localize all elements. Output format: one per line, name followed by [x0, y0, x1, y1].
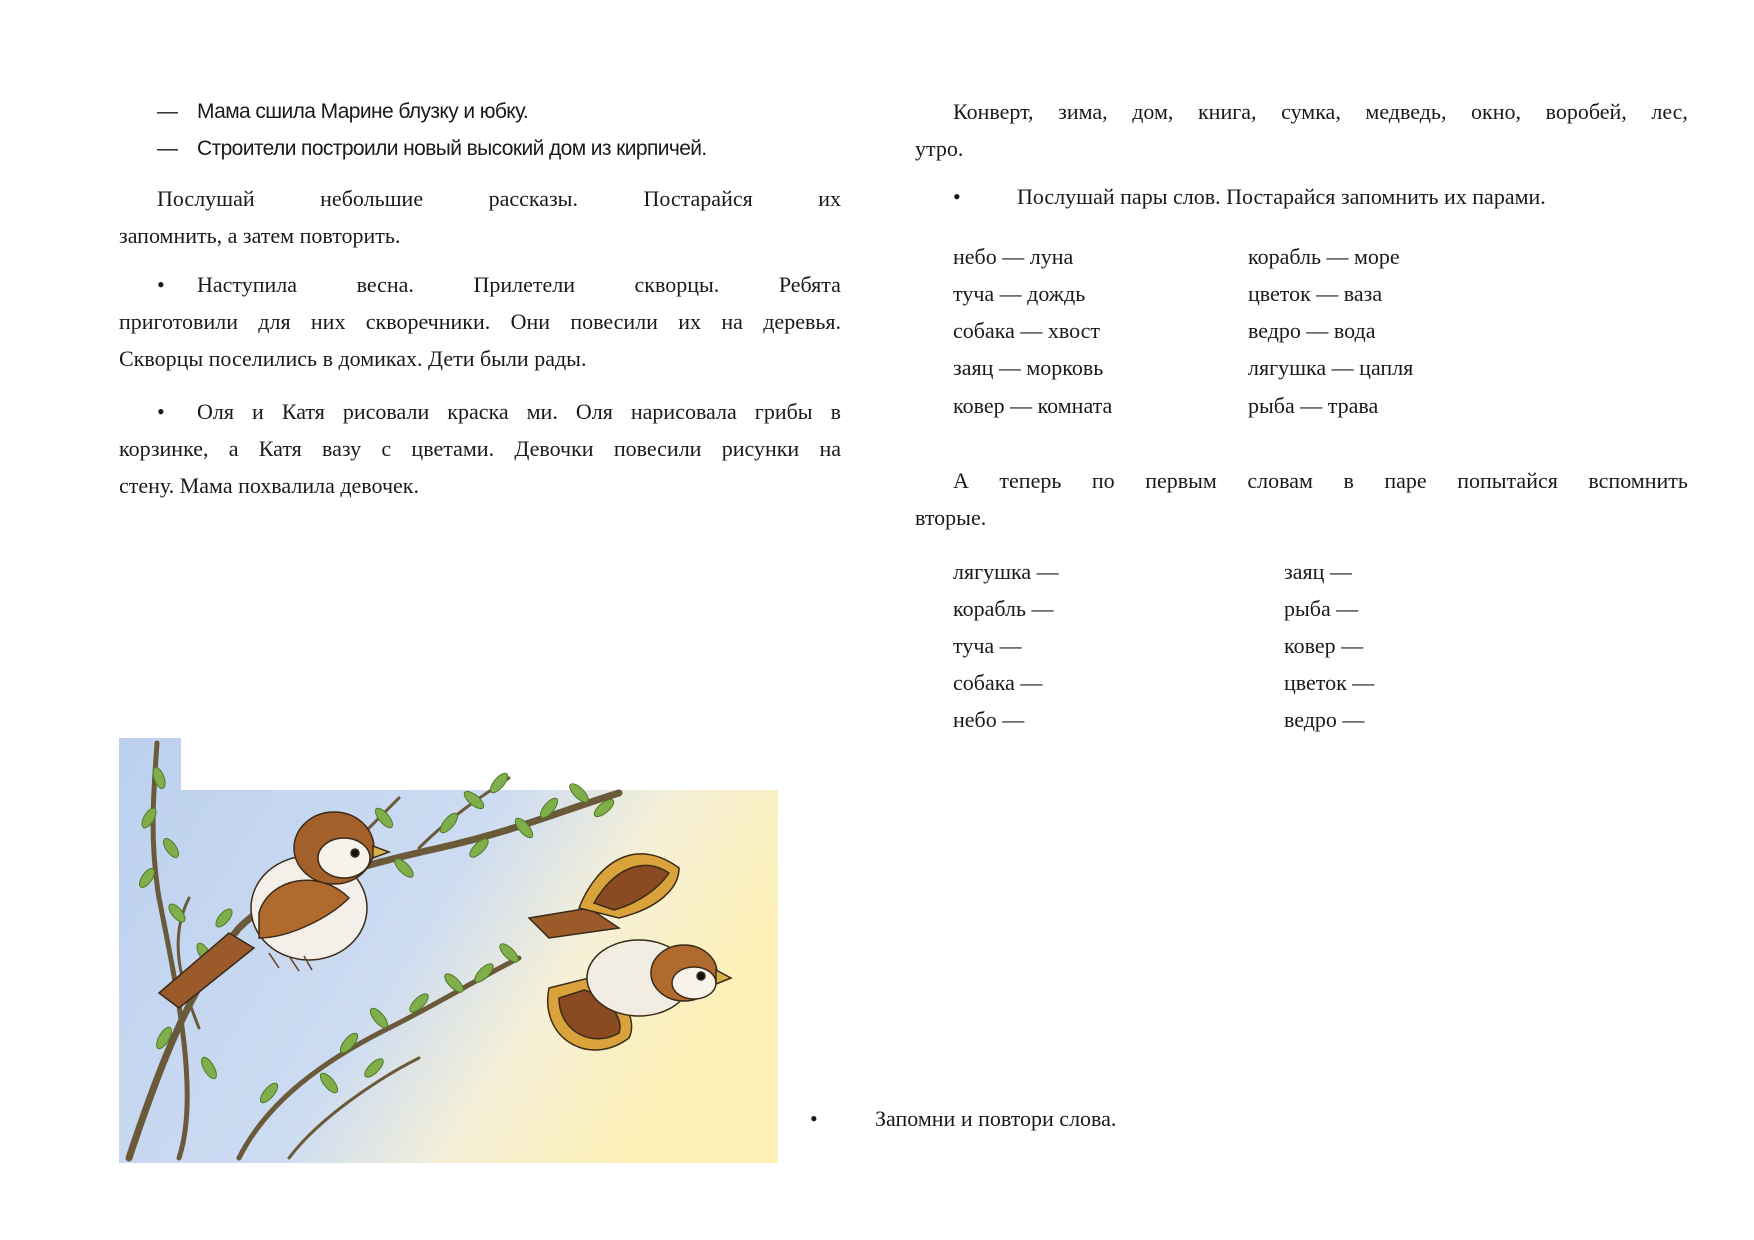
word: словам [1247, 468, 1313, 493]
intro-line-1 [157, 180, 841, 217]
word: Наступила [197, 272, 298, 297]
word-list-line-2: утро. [915, 136, 964, 161]
word-pair: небо — луна [953, 244, 1074, 269]
recall-word: собака — [953, 670, 1043, 695]
recall-word: лягушка — [953, 559, 1059, 584]
word: воробей, [1545, 99, 1627, 124]
word-pair: ковер — комната [953, 393, 1113, 418]
bullet: • [810, 1106, 818, 1131]
word: весна. [356, 272, 414, 297]
word: скворцы. [634, 272, 720, 297]
recall-word: заяц — [1284, 559, 1352, 584]
word: дом, [1132, 99, 1174, 124]
word: небольшие [320, 186, 424, 211]
dash-mark: — [157, 100, 178, 123]
word-pair: рыба — трава [1248, 393, 1379, 418]
story-1-line-2: приготовили для них скворечники. Они повесили их на деревья. [119, 309, 841, 334]
sparrows-illustration [119, 738, 778, 1163]
recall-word: туча — [953, 633, 1022, 658]
word: Конверт, [953, 99, 1034, 124]
pairs-instruction-text: Послушай пары слов. Постарайся запомнить их парами. [1017, 184, 1546, 209]
word: паре [1384, 468, 1427, 493]
word-pair: туча — дождь [953, 281, 1086, 306]
word: попытайся [1457, 468, 1558, 493]
word: сумка, [1281, 99, 1341, 124]
story-2-line-2: корзинке, а Катя вазу с цветами. Девочки повесили рисунки на [119, 436, 841, 461]
word: Ребята [778, 272, 841, 297]
recall-word: цветок — [1284, 670, 1375, 695]
recall-word: ведро — [1284, 707, 1365, 732]
word: А [953, 468, 969, 493]
bottom-instruction-text: Запомни и повтори слова. [875, 1106, 1117, 1131]
word-pair: ведро — вода [1248, 318, 1376, 343]
word: Послушай [157, 186, 255, 211]
word: лес, [1651, 99, 1688, 124]
word: книга, [1197, 99, 1257, 124]
dash-line-1-text: Мама сшила Марине блузку и юбку. [197, 100, 529, 123]
word: окно, [1471, 99, 1522, 124]
bullet: • [157, 272, 165, 297]
word-pair: цветок — ваза [1248, 281, 1383, 306]
bullet: • [157, 399, 165, 424]
intro-line-2: запомнить, а затем повторить. [119, 223, 401, 248]
dash-line-1 [157, 93, 177, 130]
word: первым [1145, 468, 1217, 493]
recall-line-1 [953, 462, 1688, 499]
word-list-line-1 [953, 93, 1688, 130]
word: теперь [999, 468, 1062, 493]
word: их [818, 186, 841, 211]
dash-mark: — [157, 137, 178, 160]
story-2-line-3: стену. Мама похвалила девочек. [119, 473, 419, 498]
word: Прилетели [473, 272, 576, 297]
recall-line-2: вторые. [915, 505, 987, 530]
recall-word: ковер — [1284, 633, 1364, 658]
word-pair: корабль — море [1248, 244, 1400, 269]
recall-word: небо — [953, 707, 1025, 732]
recall-word: корабль — [953, 596, 1054, 621]
word: Постарайся [643, 186, 753, 211]
word: по [1091, 468, 1115, 493]
story-1-line-1 [197, 266, 841, 303]
word-pair: заяц — морковь [953, 355, 1104, 380]
word-pair: собака — хвост [953, 318, 1101, 343]
word: вспомнить [1588, 468, 1688, 493]
word-pair: лягушка — цапля [1248, 355, 1414, 380]
story-2-line-1: Оля и Катя рисовали краска ми. Оля нарисовала грибы в [197, 399, 841, 424]
story-1-line-3: Скворцы поселились в домиках. Дети были рады. [119, 346, 587, 371]
dash-line-2 [157, 130, 177, 167]
word: медведь, [1365, 99, 1447, 124]
dash-line-2-text: Строители построили новый высокий дом из кирпичей. [197, 137, 707, 160]
bullet: • [953, 184, 961, 209]
word: рассказы. [488, 186, 578, 211]
word: в [1343, 468, 1354, 493]
recall-word: рыба — [1284, 596, 1359, 621]
word: зима, [1058, 99, 1108, 124]
